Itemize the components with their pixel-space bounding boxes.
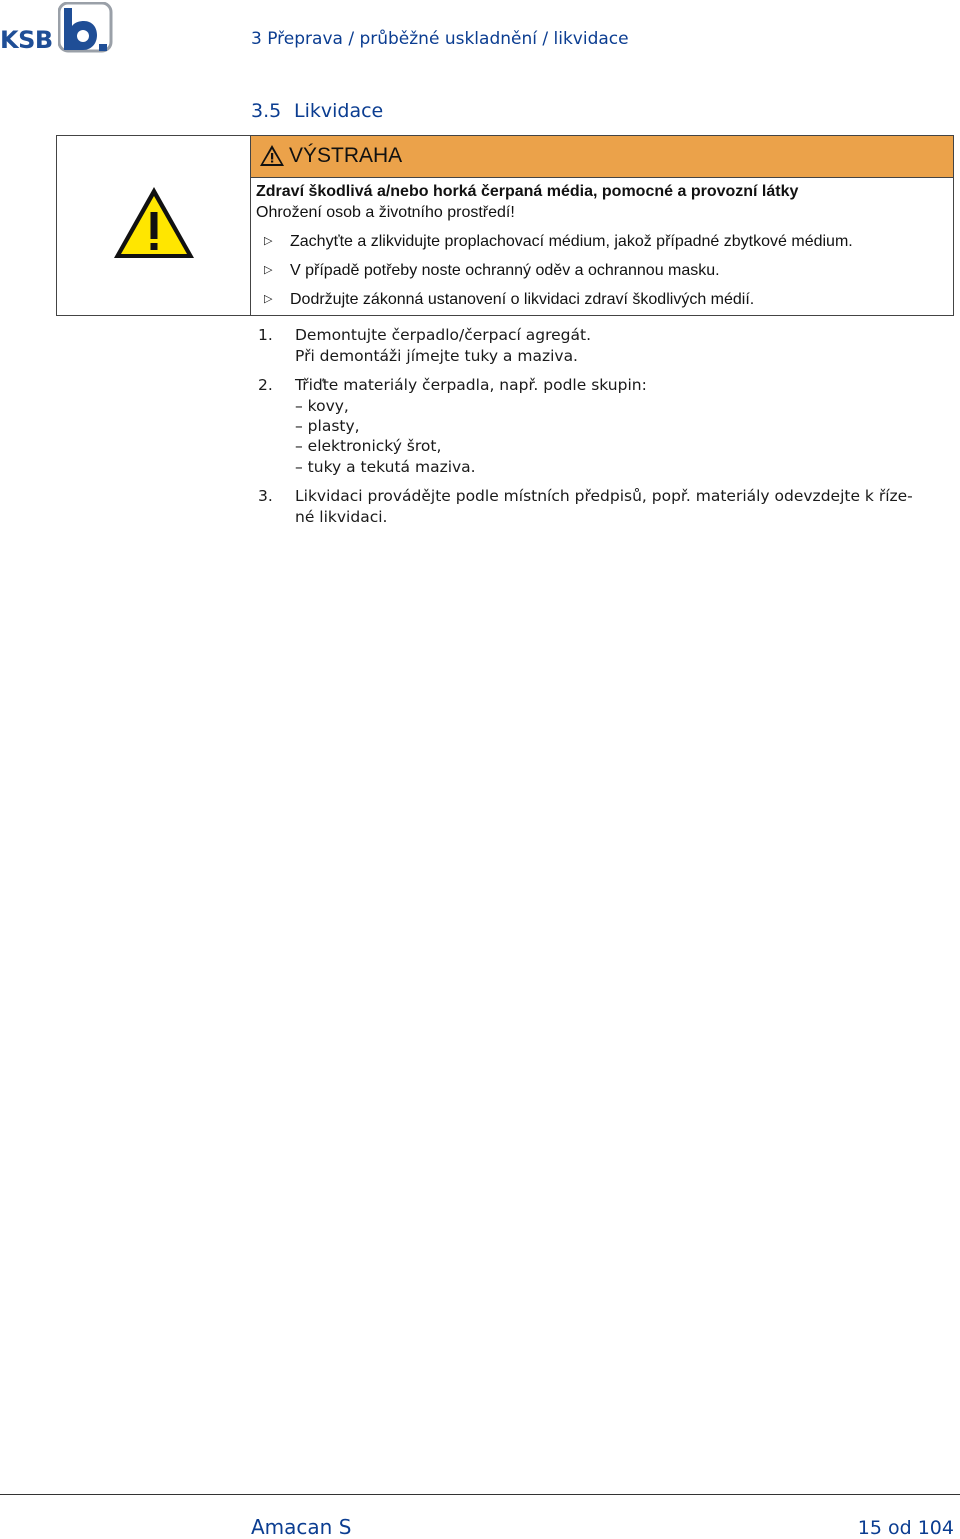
warning-box xyxy=(56,135,954,316)
sub-list-item: – elektronický šrot, xyxy=(295,437,442,455)
step-text: Demontujte čerpadlo/čerpací agregát. xyxy=(295,326,592,344)
running-header: 3 Přeprava / průběžné uskladnění / likvidace xyxy=(251,29,629,49)
triangle-bullet-icon: ▷ xyxy=(264,293,273,305)
step-text: Při demontáži jímejte tuky a maziva. xyxy=(295,347,578,365)
step-text: né likvidaci. xyxy=(295,508,388,526)
section-title: Likvidace xyxy=(294,100,384,122)
section-heading xyxy=(251,100,383,122)
warning-small-icon xyxy=(259,144,285,167)
section-number: 3.5 xyxy=(251,100,282,122)
sub-list-item: – kovy, xyxy=(295,397,349,415)
triangle-bullet-icon: ▷ xyxy=(264,235,273,247)
logo-text: KSB xyxy=(0,26,53,54)
ksb-logo xyxy=(0,0,116,56)
step-text: Likvidaci provádějte podle místních předpisů, popř. materiály odevzdejte k říze- xyxy=(295,487,913,505)
footer-product: Amacan S xyxy=(251,1515,352,1539)
step-number: 3. xyxy=(258,487,273,505)
measure-text: Dodržujte zákonná ustanovení o likvidaci zdraví škodlivých médií. xyxy=(290,291,755,308)
hazard-consequence: Ohrožení osob a životního prostředí! xyxy=(256,204,515,221)
triangle-bullet-icon: ▷ xyxy=(264,264,273,276)
ksb-b-icon xyxy=(58,2,114,54)
measure-item xyxy=(264,262,720,280)
footer-page-number: 15 od 104 xyxy=(857,1517,954,1539)
hazard-title: Zdraví škodlivá a/nebo horká čerpaná média, pomocné a provozní látky xyxy=(256,183,799,200)
warning-triangle-icon xyxy=(111,184,197,262)
step-number: 2. xyxy=(258,376,273,394)
measure-text: V případě potřeby noste ochranný oděv a ochrannou masku. xyxy=(290,262,720,279)
sub-list-item: – tuky a tekutá maziva. xyxy=(295,458,476,476)
measure-item xyxy=(264,233,853,251)
signal-word: VÝSTRAHA xyxy=(289,144,403,167)
step-number: 1. xyxy=(258,326,273,344)
measure-text: Zachyťte a zlikvidujte proplachovací médium, jakož případné zbytkové médium. xyxy=(290,233,853,250)
step-text: Třiďte materiály čerpadla, např. podle skupin: xyxy=(295,376,647,394)
footer-divider xyxy=(0,1494,960,1495)
warning-icon-cell xyxy=(57,136,251,315)
sub-list-item: – plasty, xyxy=(295,417,360,435)
measure-item xyxy=(264,291,754,309)
signal-word-bar xyxy=(251,136,953,178)
